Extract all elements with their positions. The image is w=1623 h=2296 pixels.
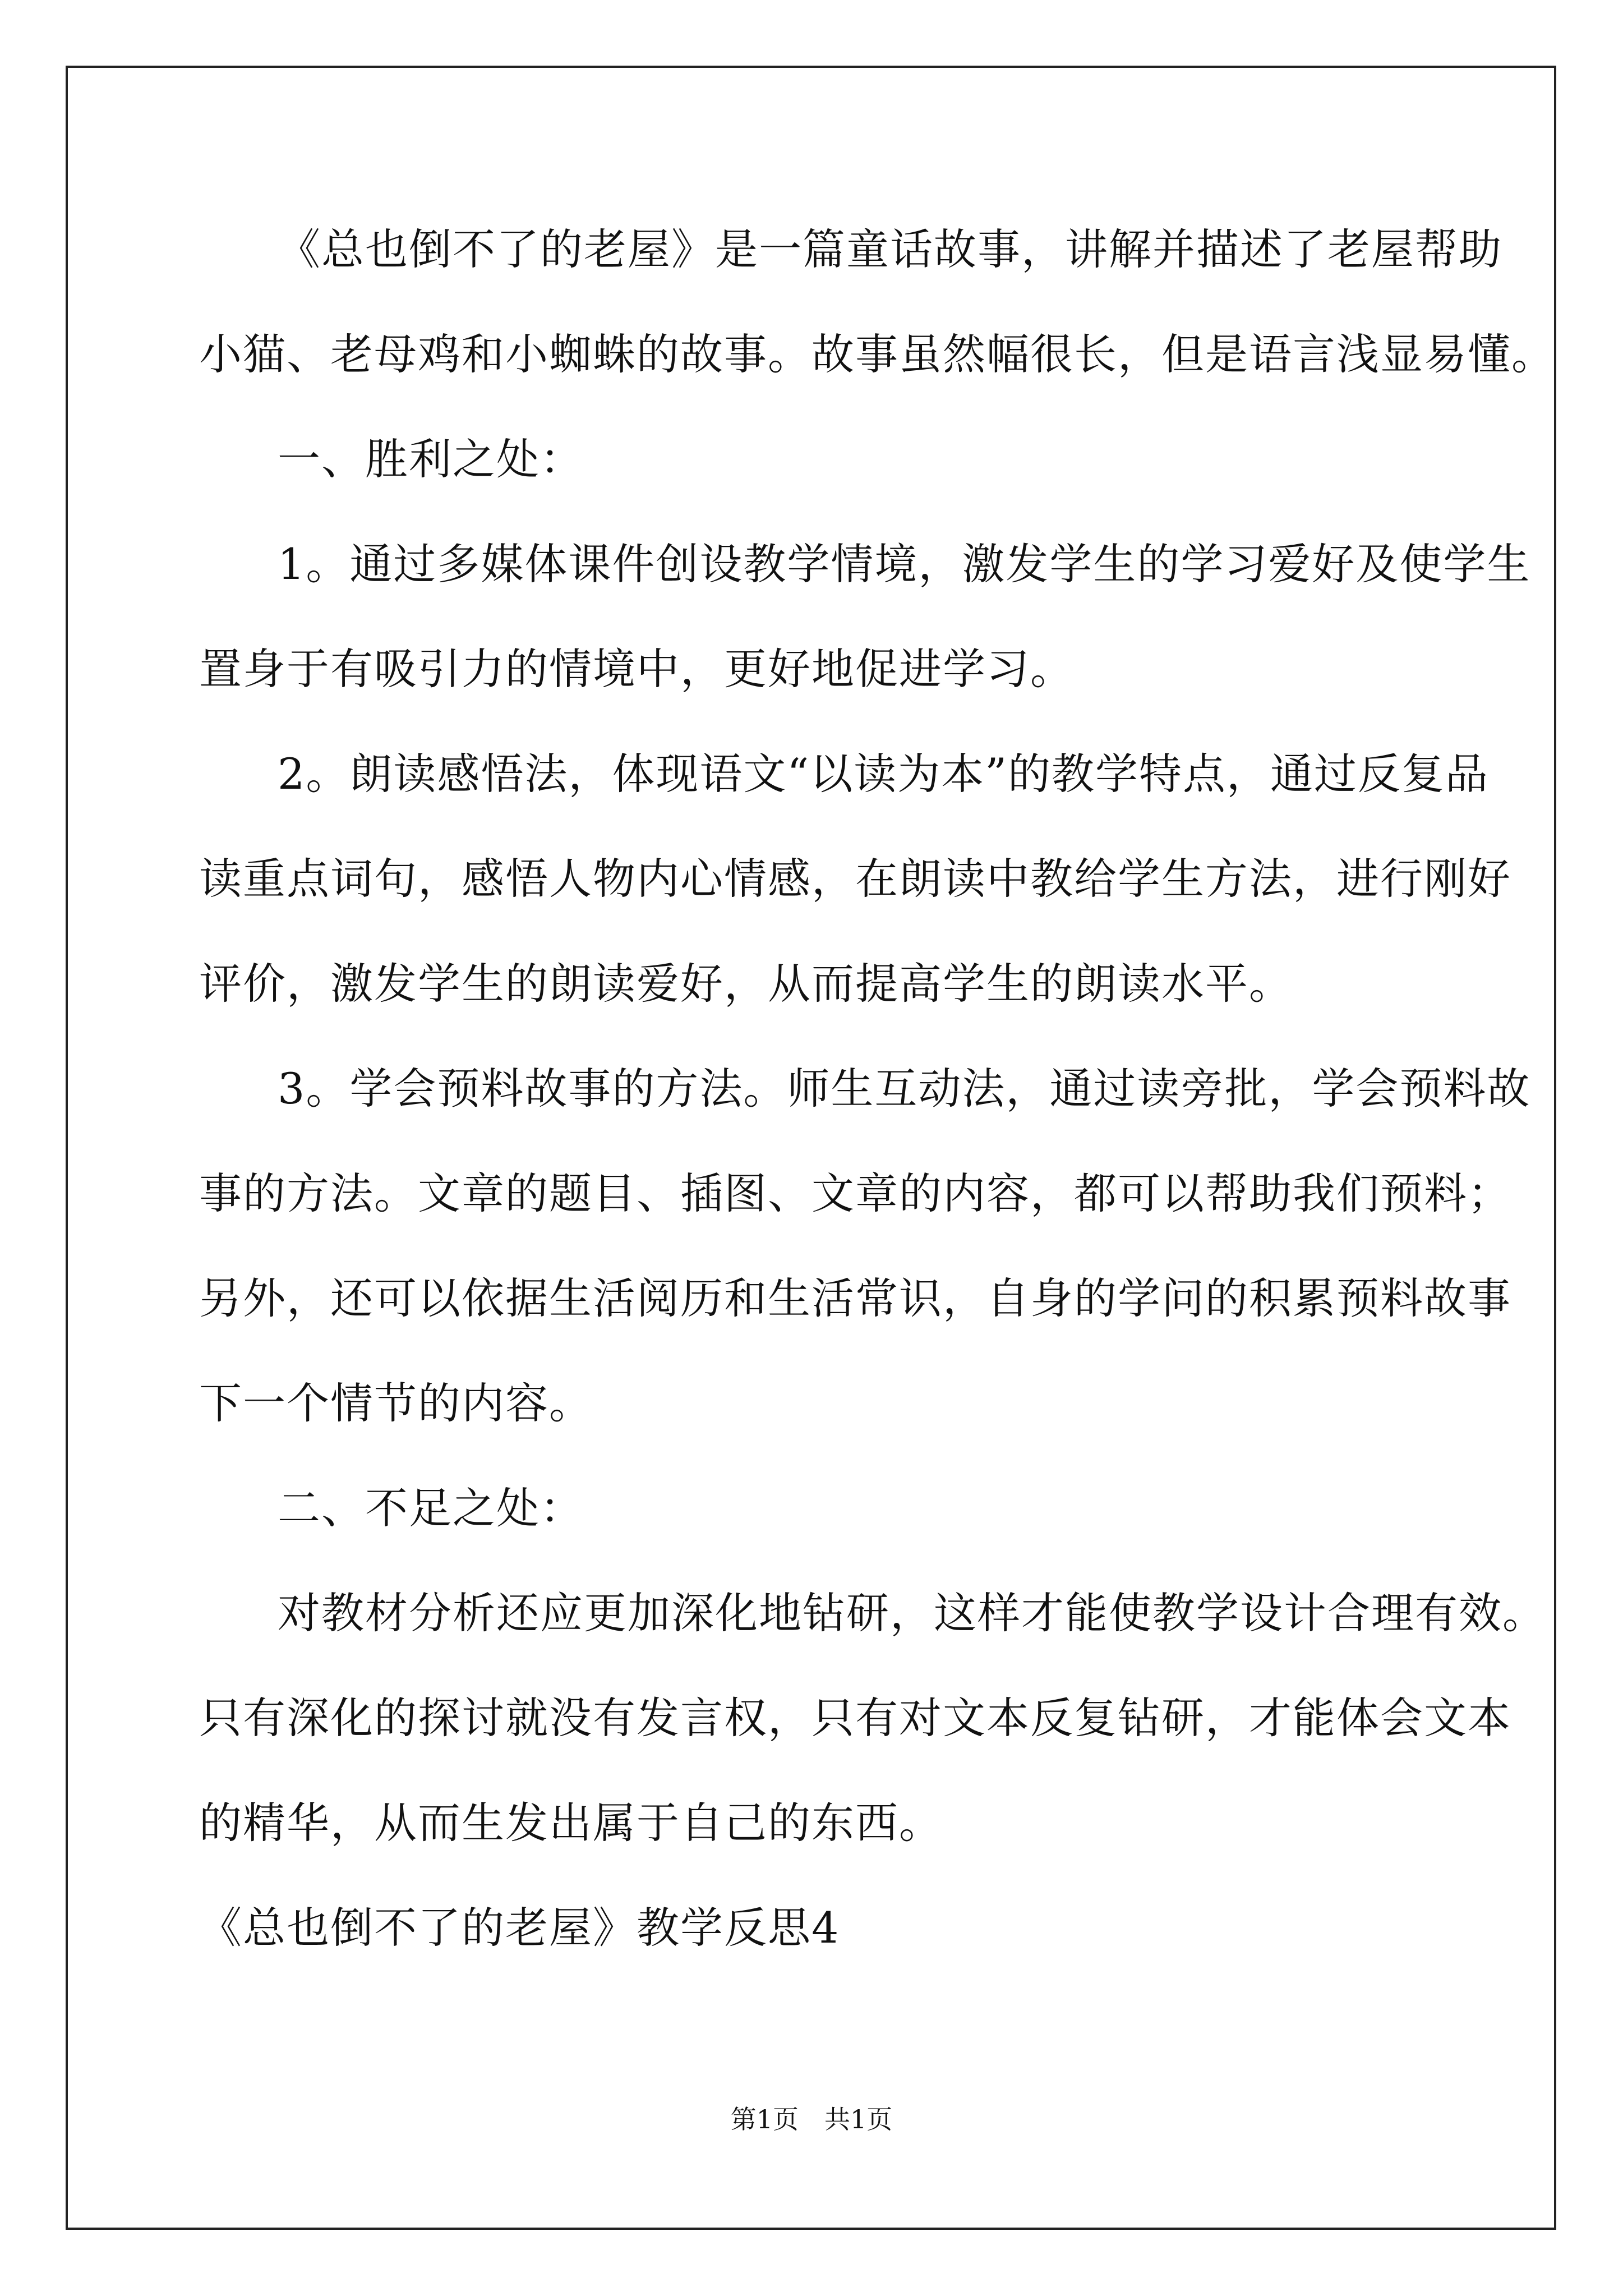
paragraph-line: 《总也倒不了的老屋》是一篇童话故事，讲解并描述了老屋帮助 [278,224,1502,274]
paragraph-line: 对教材分析还应更加深化地钻研，这样才能使教学设计合理有效。 [278,1588,1546,1638]
paragraph-line: 2。朗读感悟法，体现语文“以读为本”的教学特点，通过反复品 [278,749,1490,799]
paragraph-line: 1。通过多媒体课件创设教学情境，激发学生的学习爱好及使学生 [278,539,1531,589]
paragraph-line: 事的方法。文章的题目、插图、文章的内容，都可以帮助我们预料； [199,1168,1511,1218]
paragraph-line: 3。学会预料故事的方法。师生互动法，通过读旁批，学会预料故 [278,1064,1531,1114]
paragraph-line: 的精华，从而生发出属于自己的东西。 [199,1798,943,1848]
section-heading: 二、不足之处： [278,1483,584,1533]
page-number-footer: 第1页 共1页 [730,2104,893,2134]
paragraph-line: 小猫、老母鸡和小蜘蛛的故事。故事虽然幅很长，但是语言浅显易懂。 [199,329,1555,379]
paragraph-line: 只有深化的探讨就没有发言权，只有对文本反复钻研，才能体会文本 [199,1693,1511,1743]
paragraph-line: 评价，激发学生的朗读爱好，从而提高学生的朗读水平。 [199,959,1293,1009]
paragraph-line: 另外，还可以依据生活阅历和生活常识，自身的学问的积累预料故事 [199,1273,1511,1323]
paragraph-line: 下一个情节的内容。 [199,1378,593,1428]
paragraph-line: 置身于有吸引力的情境中，更好地促进学习。 [199,644,1074,694]
paragraph-line: 读重点词句，感悟人物内心情感，在朗读中教给学生方法，进行刚好 [199,854,1511,904]
document-title: 《总也倒不了的老屋》教学反思4 [199,1903,840,1953]
section-heading: 一、胜利之处： [278,434,584,484]
